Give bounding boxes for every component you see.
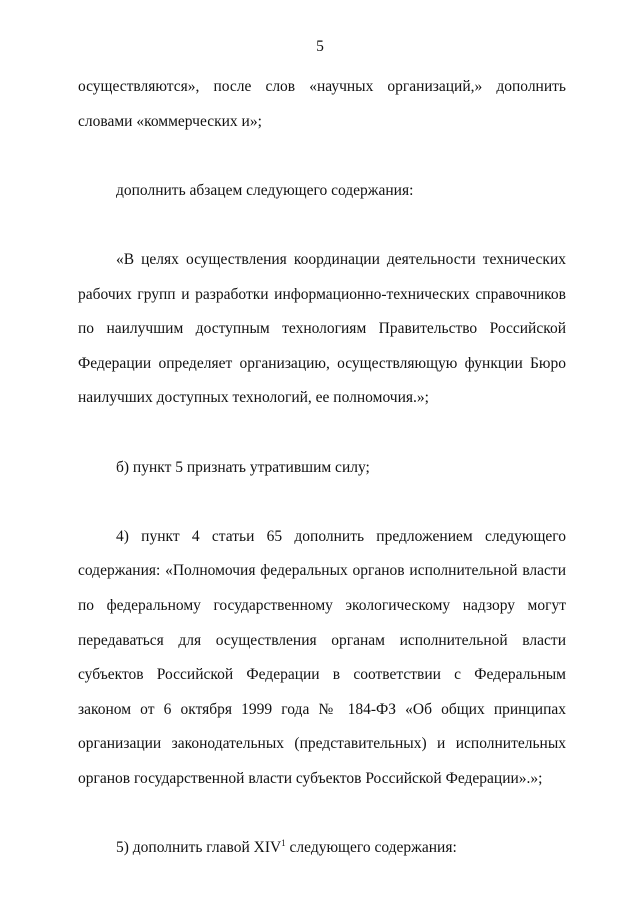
page-number: 5 <box>316 38 324 55</box>
paragraph-gap <box>78 416 566 451</box>
paragraph-2: дополнить абзацем следующего содержания: <box>116 181 414 199</box>
paragraph-gap <box>78 139 566 174</box>
paragraph-gap <box>78 796 566 831</box>
paragraph-6 <box>78 831 566 866</box>
paragraph-1: осуществляются», после слов «научных организаций,» дополнить словами «коммерческих и»; <box>78 78 566 130</box>
paragraph-gap <box>78 485 566 520</box>
paragraph-6-text-after: следующего содержания: <box>285 839 457 857</box>
document-body <box>78 70 566 866</box>
chapter-superscript: 1 <box>281 838 286 849</box>
paragraph-3: «В целях осуществления координации деятельности технических рабочих групп и разработки информационно-технических справочников по наилучшим доступным технологиям Правительство Российской Федерации определяет организацию, осуществляющую функции Бюро наилучших доступных технологий, ее полномочия.»; <box>78 250 566 407</box>
paragraph-gap <box>78 208 566 243</box>
paragraph-5: 4) пункт 4 статьи 65 дополнить предложением следующего содержания: «Полномочия федеральных органов исполнительной власти по федеральному государственному экологическому надзору могут передаваться для осуществления органам исполнительной власти субъектов Российской Федерации в соответствии с Федеральным законом от 6 октября 1999 года № 184-ФЗ «Об общих принципах организации законодательных (представительных) и исполнительных органов государственной власти субъектов Российской Федерации».»; <box>78 527 566 787</box>
paragraph-6-text-before: 5) дополнить главой XIV <box>116 839 282 857</box>
paragraph-4: б) пункт 5 признать утратившим силу; <box>116 458 370 476</box>
